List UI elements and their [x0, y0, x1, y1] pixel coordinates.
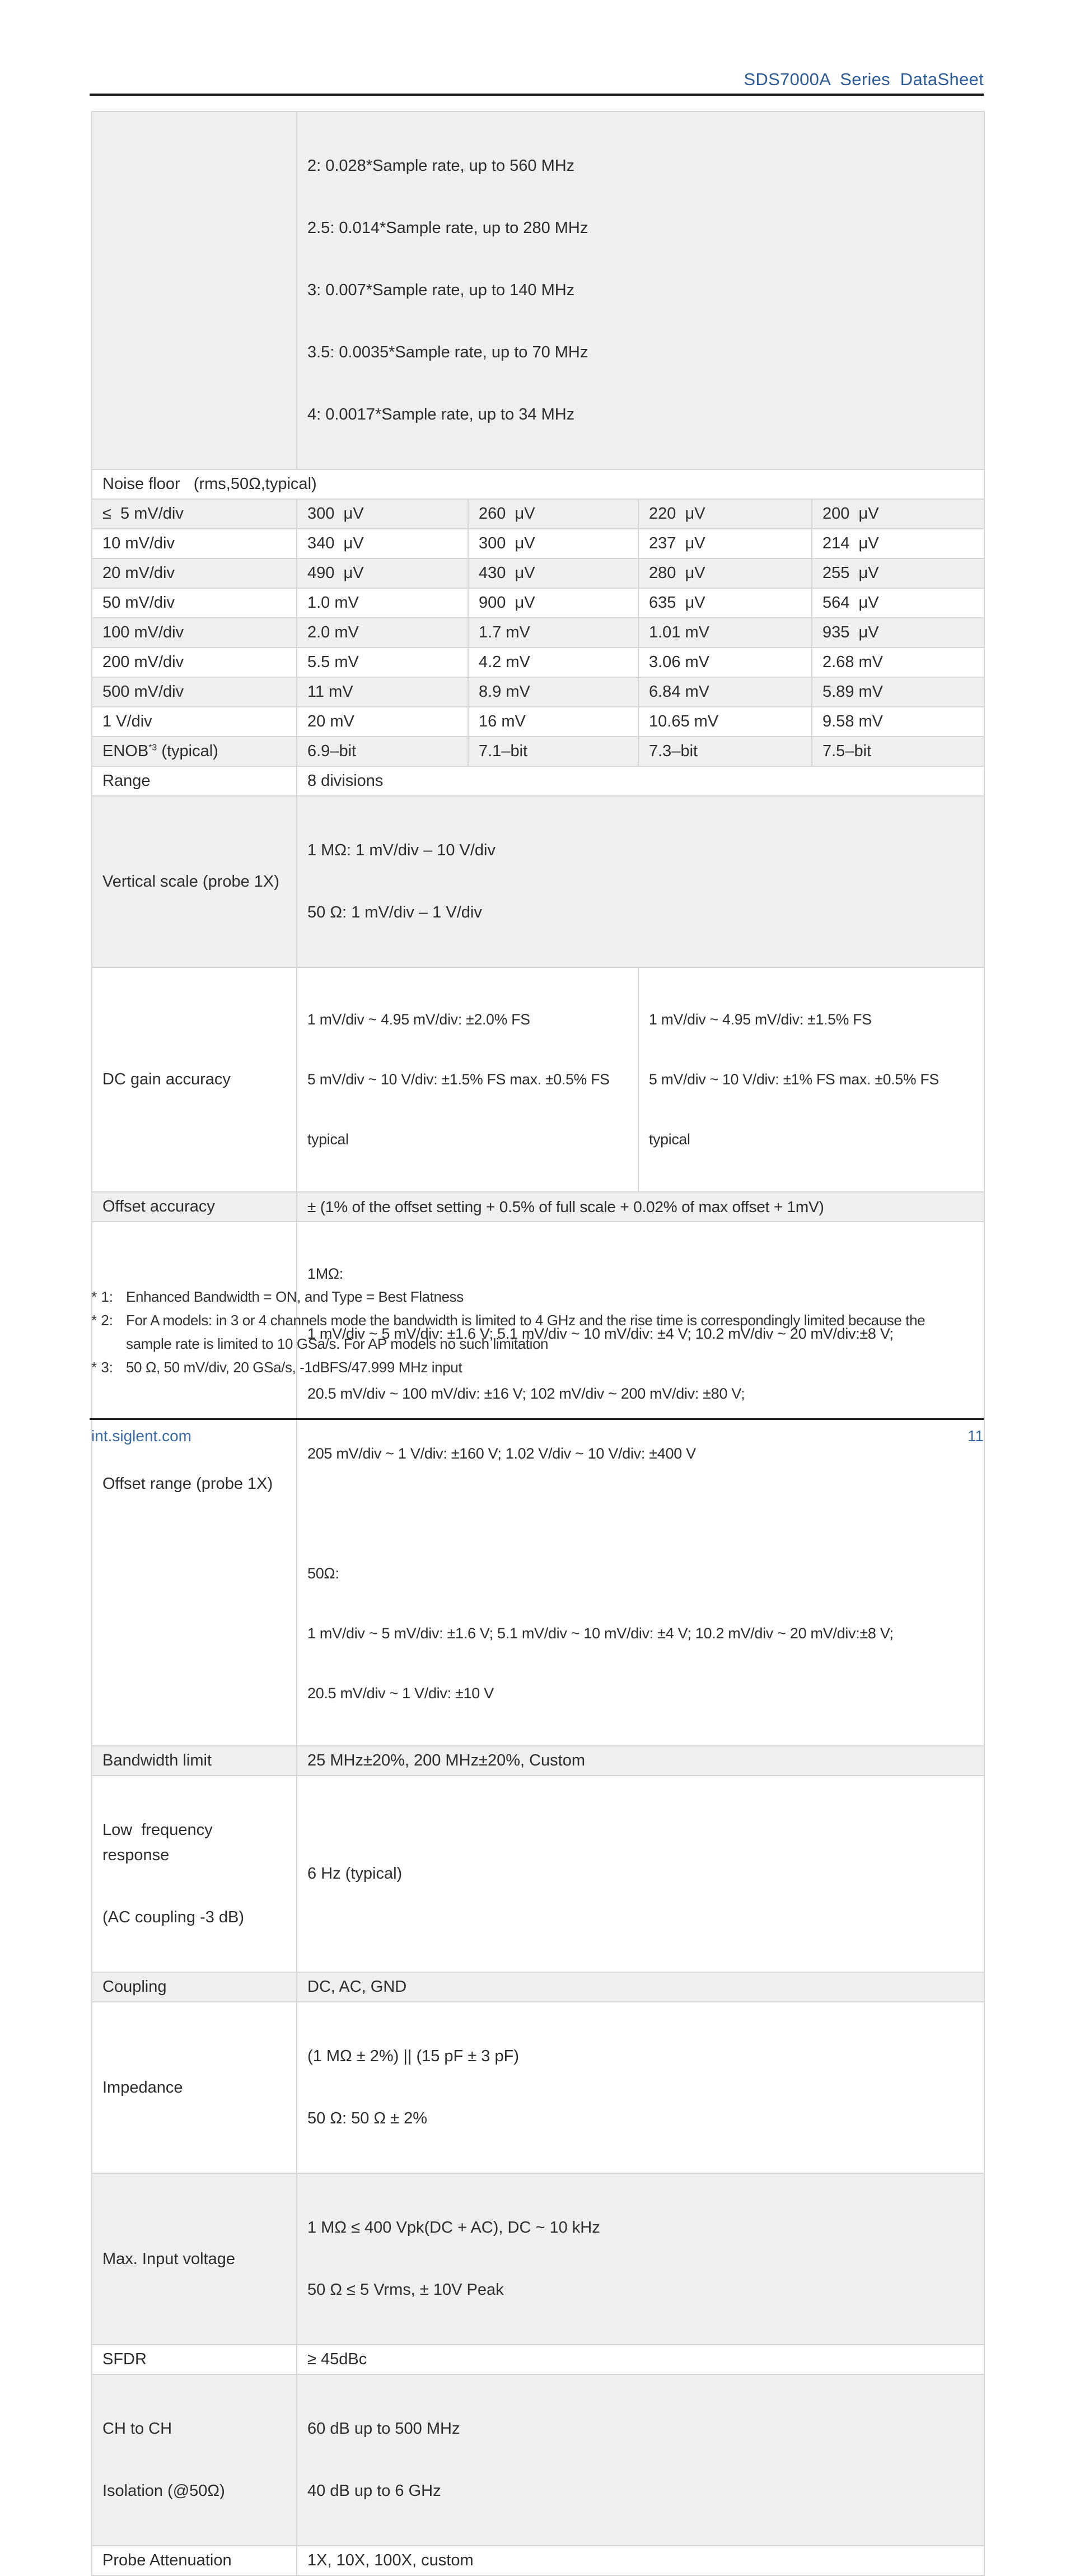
sample-rate-line: 2: 0.028*Sample rate, up to 560 MHz [307, 157, 575, 175]
cell-value: 5.89 mV [812, 677, 984, 707]
low-freq-label-line: Low frequency response [102, 1821, 222, 1864]
max-input-line: 50 Ω ≤ 5 Vrms, ± 10V Peak [307, 2281, 504, 2299]
cell-noise-floor-header: Noise floor (rms,50Ω,typical) [92, 469, 984, 499]
cell-value: 6 Hz (typical) [297, 1776, 984, 1972]
dc-gain-line: 1 mV/div ~ 4.95 mV/div: ±2.0% FS [307, 1011, 530, 1028]
row-offset-accuracy [92, 1192, 984, 1222]
cell-value: 280 μV [638, 558, 812, 588]
row-noise-20mv [92, 558, 984, 588]
cell-value: 6.84 mV [638, 677, 812, 707]
cell-value: 1X, 10X, 100X, custom [297, 2546, 984, 2575]
isolation-label-line: Isolation (@50Ω) [102, 2482, 225, 2500]
cell-value: 11 mV [297, 677, 468, 707]
footer-rule [90, 1418, 984, 1420]
cell-value: 300 μV [468, 529, 638, 558]
cell-label: Max. Input voltage [92, 2173, 297, 2345]
cell-value: ± (1% of the offset setting + 0.5% of full scale + 0.02% of max offset + 1mV) [297, 1192, 984, 1222]
footnotes [91, 1285, 1043, 1379]
cell-value: 10.65 mV [638, 707, 812, 737]
cell-value: 1.0 mV [297, 588, 468, 618]
footnote-text: For A models: in 3 or 4 channels mode the bandwidth is limited to 4 GHz and the rise time is correspondingly limited because the [126, 1312, 926, 1329]
impedance-line: 50 Ω: 50 Ω ± 2% [307, 2109, 428, 2127]
row-ch-isolation [92, 2374, 984, 2546]
offset-range-line: 1MΩ: [307, 1265, 343, 1282]
cell-label: Coupling [92, 1972, 297, 2002]
offset-range-line: 1 mV/div ~ 5 mV/div: ±1.6 V; 5.1 mV/div ~ 10 mV/div: ±4 V; 10.2 mV/div ~ 20 mV/div:±8 V; [307, 1325, 894, 1342]
footnote-text: Enhanced Bandwidth = ON, and Type = Best Flatness [126, 1288, 464, 1305]
cell-label: 10 mV/div [92, 529, 297, 558]
cell-value: 2.0 mV [297, 618, 468, 648]
cell-isolation-label [92, 2374, 297, 2546]
sample-rate-line: 3.5: 0.0035*Sample rate, up to 70 MHz [307, 343, 588, 361]
footnote-text: 50 Ω, 50 mV/div, 20 GSa/s, -1dBFS/47.999 MHz input [126, 1359, 462, 1376]
cell-value: 4.2 mV [468, 648, 638, 677]
row-bandwidth-limit [92, 1746, 984, 1776]
cell-label: 20 mV/div [92, 558, 297, 588]
cell-value: 1.7 mV [468, 618, 638, 648]
row-sfdr [92, 2345, 984, 2374]
enob-label: ENOB [102, 742, 149, 760]
isolation-label-line: CH to CH [102, 2420, 172, 2438]
cell-value: 2.68 mV [812, 648, 984, 677]
footnote-1 [91, 1285, 1043, 1308]
cell-value: 8 divisions [297, 766, 984, 796]
row-sample-rate-continuation [92, 111, 984, 469]
dc-gain-line: 5 mV/div ~ 10 V/div: ±1.5% FS max. ±0.5% FS [307, 1071, 610, 1088]
row-coupling [92, 1972, 984, 2002]
row-noise-500mv [92, 677, 984, 707]
cell-label: 100 mV/div [92, 618, 297, 648]
cell-value: 340 μV [297, 529, 468, 558]
cell-value: 255 μV [812, 558, 984, 588]
cell-value: 935 μV [812, 618, 984, 648]
cell-label: Vertical scale (probe 1X) [92, 796, 297, 967]
cell-value: 220 μV [638, 499, 812, 529]
cell-label: 50 mV/div [92, 588, 297, 618]
cell-value: 300 μV [297, 499, 468, 529]
cell-empty-label [92, 111, 297, 469]
row-range [92, 766, 984, 796]
cell-label: ≤ 5 mV/div [92, 499, 297, 529]
cell-value: 635 μV [638, 588, 812, 618]
row-vertical-scale [92, 796, 984, 967]
cell-value: 1.01 mV [638, 618, 812, 648]
dc-gain-line: 5 mV/div ~ 10 V/div: ±1% FS max. ±0.5% FS [649, 1071, 939, 1088]
row-noise-floor-header [92, 469, 984, 499]
cell-value: 16 mV [468, 707, 638, 737]
cell-value: 237 μV [638, 529, 812, 558]
cell-value: 8.9 mV [468, 677, 638, 707]
enob-footnote-ref: *3 [148, 743, 157, 753]
cell-value: 564 μV [812, 588, 984, 618]
footnote-marker: * 1: [91, 1288, 114, 1305]
cell-enob-label [92, 737, 297, 766]
footnote-marker: * 3: [91, 1359, 114, 1376]
row-noise-le5mv [92, 499, 984, 529]
cell-label: 200 mV/div [92, 648, 297, 677]
dc-gain-line: typical [307, 1131, 349, 1148]
low-freq-label-line: (AC coupling -3 dB) [102, 1908, 245, 1926]
cell-value: 3.06 mV [638, 648, 812, 677]
footnote-3 [91, 1355, 1043, 1379]
cell-label: DC gain accuracy [92, 967, 297, 1192]
cell-label: Range [92, 766, 297, 796]
header-rule [90, 94, 984, 96]
cell-vertical-scale-value [297, 796, 984, 967]
cell-low-freq-label [92, 1776, 297, 1972]
cell-dc-gain-col2 [638, 967, 984, 1192]
row-enob [92, 737, 984, 766]
row-noise-50mv [92, 588, 984, 618]
offset-range-line: 20.5 mV/div ~ 1 V/div: ±10 V [307, 1685, 494, 1702]
isolation-line: 60 dB up to 500 MHz [307, 2420, 460, 2438]
cell-value: 260 μV [468, 499, 638, 529]
row-noise-100mv [92, 618, 984, 648]
offset-range-line: 205 mV/div ~ 1 V/div: ±160 V; 1.02 V/div ~ 10 V/div: ±400 V [307, 1445, 696, 1462]
cell-value: 5.5 mV [297, 648, 468, 677]
footnote-2-continued [91, 1332, 1043, 1355]
row-noise-10mv [92, 529, 984, 558]
offset-range-line: 50Ω: [307, 1565, 339, 1582]
enob-label-suffix: (typical) [157, 742, 218, 760]
vertical-scale-line: 50 Ω: 1 mV/div – 1 V/div [307, 903, 482, 921]
cell-label: 500 mV/div [92, 677, 297, 707]
cell-value: ≥ 45dBc [297, 2345, 984, 2374]
footnote-2 [91, 1308, 1043, 1332]
cell-impedance-value [297, 2002, 984, 2173]
cell-value: 25 MHz±20%, 200 MHz±20%, Custom [297, 1746, 984, 1776]
footnote-text: sample rate is limited to 10 GSa/s. For AP models no such limitation [126, 1335, 549, 1352]
cell-label: SFDR [92, 2345, 297, 2374]
row-max-input-voltage [92, 2173, 984, 2345]
sample-rate-line: 2.5: 0.014*Sample rate, up to 280 MHz [307, 219, 588, 237]
cell-label: Offset accuracy [92, 1192, 297, 1222]
cell-sample-rate-values [297, 111, 984, 469]
cell-value: 900 μV [468, 588, 638, 618]
cell-value: 430 μV [468, 558, 638, 588]
row-low-frequency-response [92, 1776, 984, 1972]
row-noise-1v [92, 707, 984, 737]
sample-rate-line: 4: 0.0017*Sample rate, up to 34 MHz [307, 406, 575, 423]
impedance-line: (1 MΩ ± 2%) || (15 pF ± 3 pF) [307, 2047, 519, 2065]
cell-value: 214 μV [812, 529, 984, 558]
cell-value: 490 μV [297, 558, 468, 588]
page-title: SDS7000A Series DataSheet [744, 69, 984, 89]
offset-range-line: 1 mV/div ~ 5 mV/div: ±1.6 V; 5.1 mV/div ~ 10 mV/div: ±4 V; 10.2 mV/div ~ 20 mV/div:±8 V; [307, 1625, 894, 1642]
cell-value: 7.5–bit [812, 737, 984, 766]
row-noise-200mv [92, 648, 984, 677]
isolation-line: 40 dB up to 6 GHz [307, 2482, 441, 2500]
cell-value: 20 mV [297, 707, 468, 737]
offset-range-line: 20.5 mV/div ~ 100 mV/div: ±16 V; 102 mV/div ~ 200 mV/div: ±80 V; [307, 1385, 745, 1402]
cell-value: 7.1–bit [468, 737, 638, 766]
row-probe-attenuation [92, 2546, 984, 2575]
offset-range-spacer [307, 1501, 976, 1526]
cell-dc-gain-col1 [297, 967, 638, 1192]
cell-value: 7.3–bit [638, 737, 812, 766]
row-dc-gain-accuracy [92, 967, 984, 1192]
cell-value: 9.58 mV [812, 707, 984, 737]
dc-gain-line: 1 mV/div ~ 4.95 mV/div: ±1.5% FS [649, 1011, 872, 1028]
cell-max-input-value [297, 2173, 984, 2345]
cell-value: 6.9–bit [297, 737, 468, 766]
dc-gain-line: typical [649, 1131, 690, 1148]
cell-value: 200 μV [812, 499, 984, 529]
cell-label: Offset range (probe 1X) [92, 1222, 297, 1746]
vertical-scale-line: 1 MΩ: 1 mV/div – 10 V/div [307, 841, 496, 859]
footnote-marker: * 2: [91, 1312, 114, 1329]
cell-label: Probe Attenuation [92, 2546, 297, 2575]
page-number: 11 [967, 1427, 984, 1445]
cell-isolation-value [297, 2374, 984, 2546]
cell-label: 1 V/div [92, 707, 297, 737]
max-input-line: 1 MΩ ≤ 400 Vpk(DC + AC), DC ~ 10 kHz [307, 2219, 600, 2237]
row-impedance [92, 2002, 984, 2173]
cell-value: DC, AC, GND [297, 1972, 984, 2002]
cell-label: Bandwidth limit [92, 1746, 297, 1776]
cell-label: Impedance [92, 2002, 297, 2173]
footer-site-link[interactable]: int.siglent.com [91, 1427, 191, 1445]
sample-rate-line: 3: 0.007*Sample rate, up to 140 MHz [307, 281, 575, 299]
